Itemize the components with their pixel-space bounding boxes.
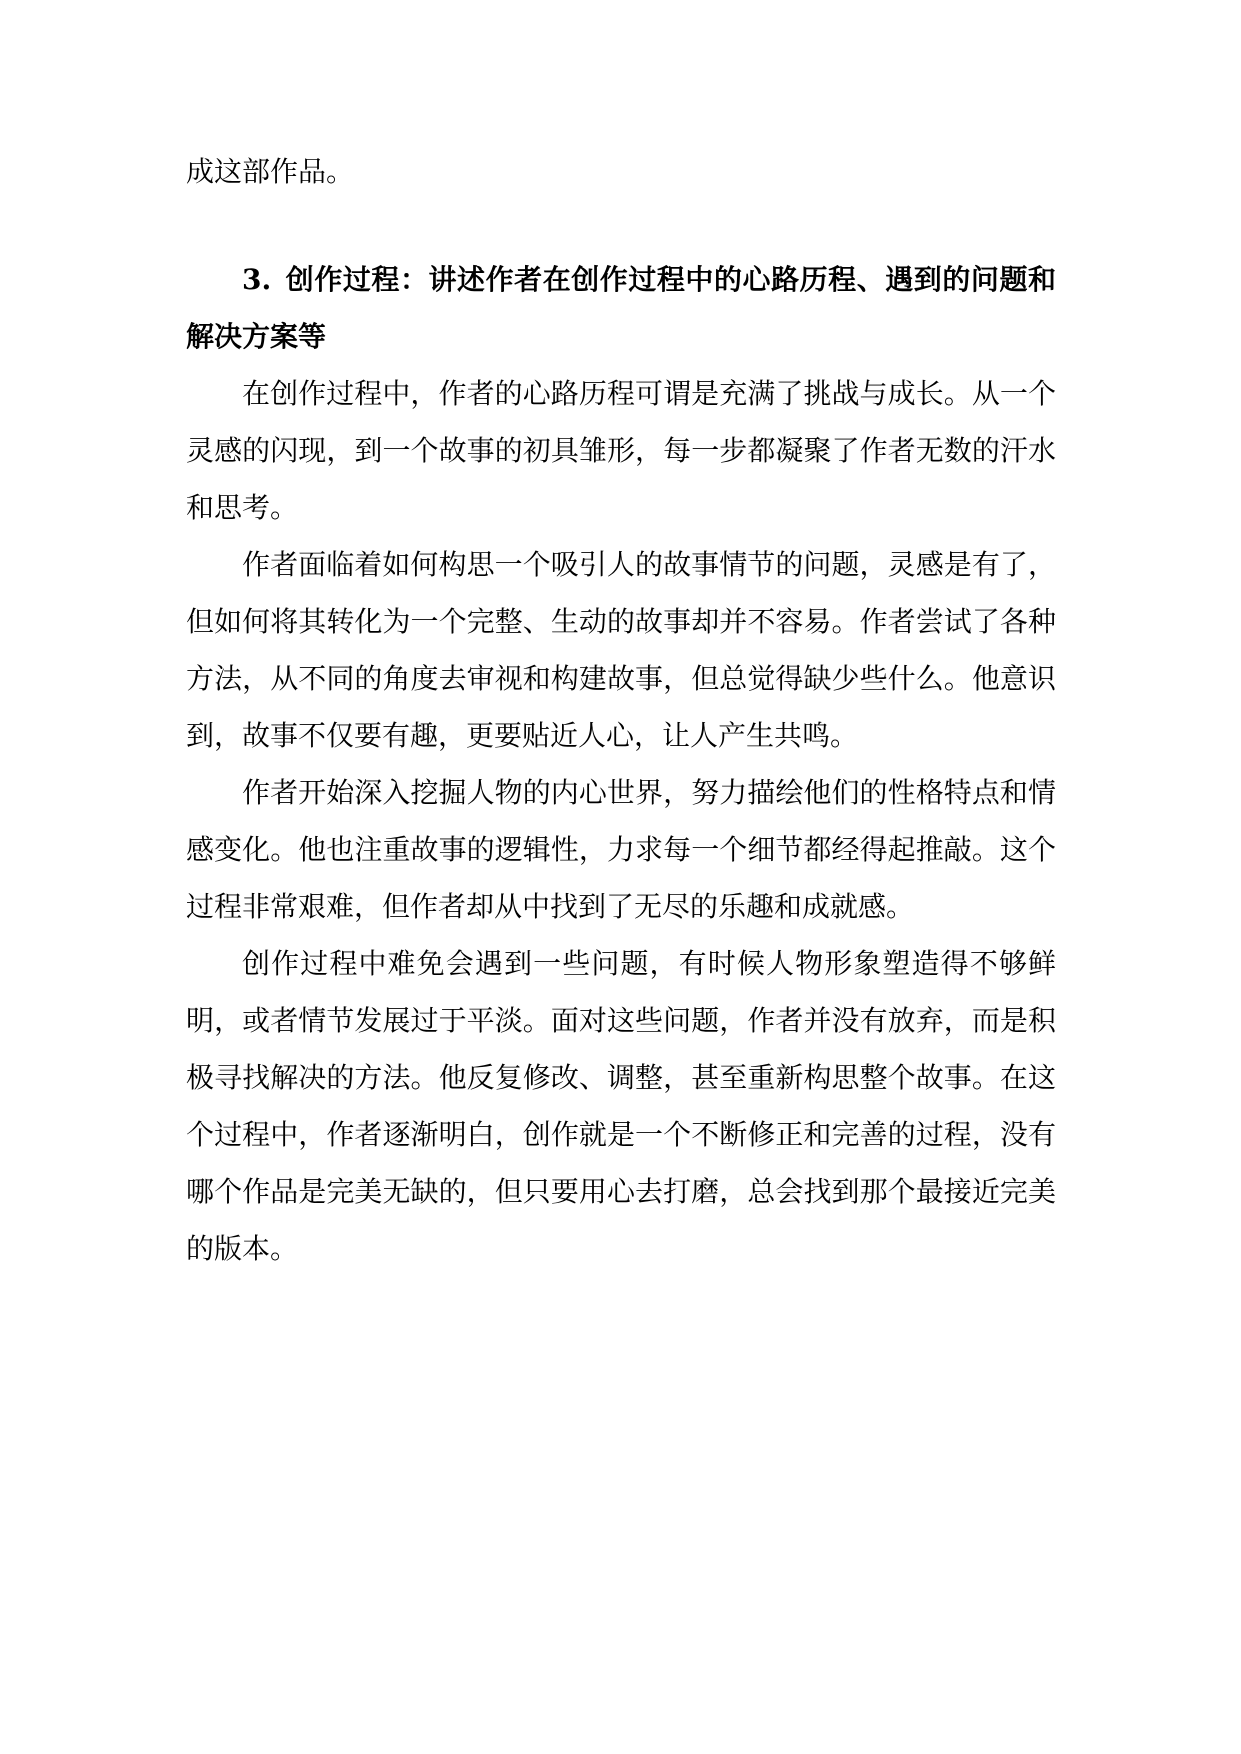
section-heading bbox=[186, 251, 1056, 365]
continuation-text: 成这部作品。 bbox=[186, 155, 355, 188]
paragraph-4: 创作过程中难免会遇到一些问题，有时候人物形象塑造得不够鲜明，或者情节发展过于平淡。面对这些问题，作者并没有放弃，而是积极寻找解决的方法。他反复修改、调整，甚至重新构思整个故事。在这个过程中，作者逐渐明白，创作就是一个不断修正和完善的过程，没有哪个作品是完美无缺的，但只要用心去打磨，总会找到那个最接近完美的版本。 bbox=[186, 947, 1056, 1265]
paragraph-3: 作者开始深入挖掘人物的内心世界，努力描绘他们的性格特点和情感变化。他也注重故事的逻辑性，力求每一个细节都经得起推敲。这个过程非常艰难，但作者却从中找到了无尽的乐趣和成就感。 bbox=[186, 776, 1056, 923]
paragraph-1: 在创作过程中，作者的心路历程可谓是充满了挑战与成长。从一个灵感的闪现，到一个故事的初具雏形，每一步都凝聚了作者无数的汗水和思考。 bbox=[186, 377, 1056, 524]
document-body bbox=[186, 143, 1056, 1277]
paragraph-2: 作者面临着如何构思一个吸引人的故事情节的问题，灵感是有了，但如何将其转化为一个完整、生动的故事却并不容易。作者尝试了各种方法，从不同的角度去审视和构建故事，但总觉得缺少些什么。他意识到，故事不仅要有趣，更要贴近人心，让人产生共鸣。 bbox=[186, 548, 1056, 752]
section-number: 3. bbox=[242, 263, 272, 296]
section-title: 创作过程：讲述作者在创作过程中的心路历程、遇到的问题和解决方案等 bbox=[186, 263, 1056, 353]
